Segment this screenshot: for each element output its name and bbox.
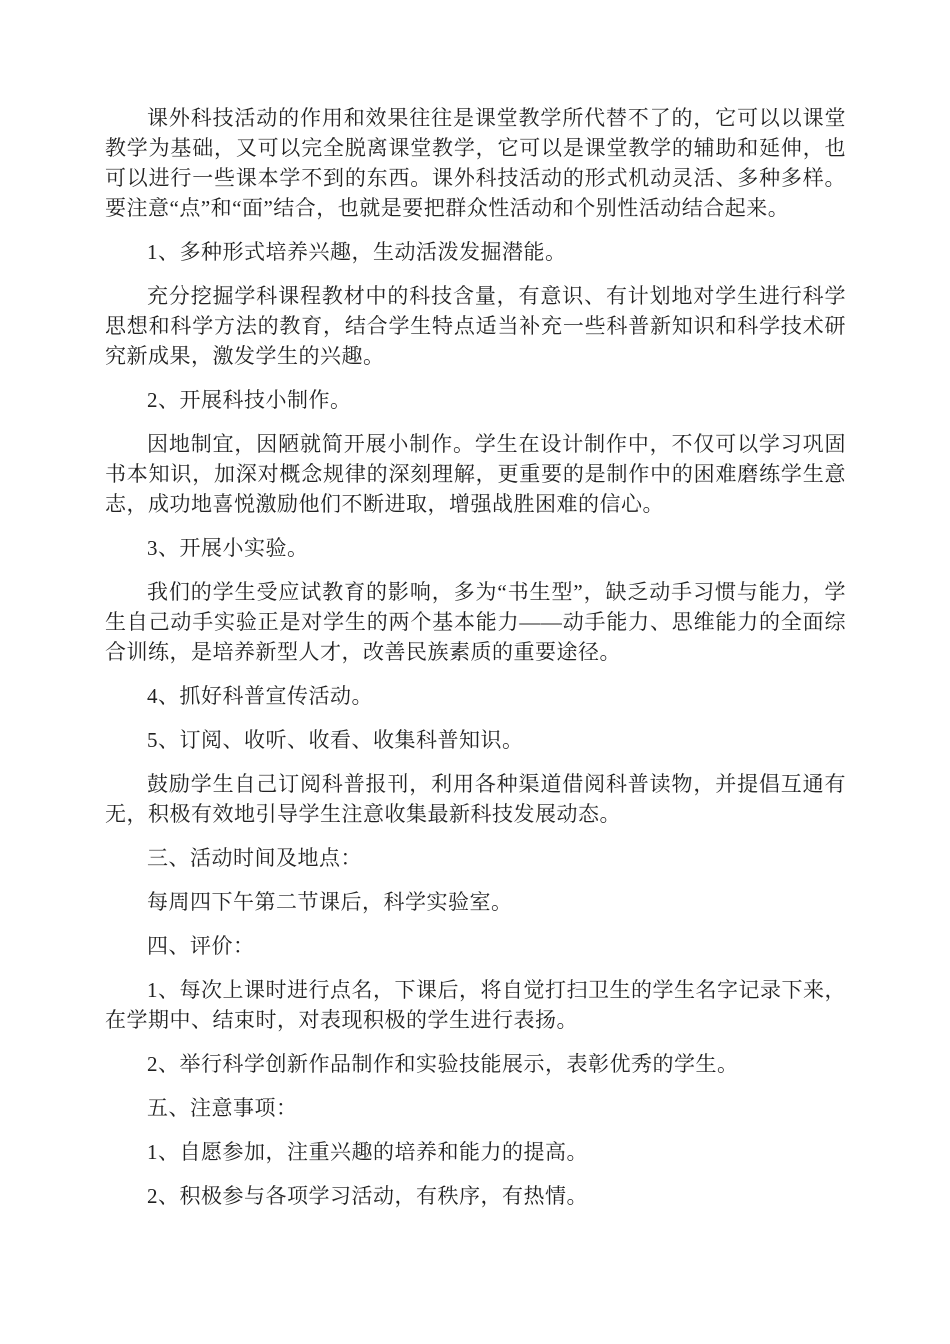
list-item-1-body: 充分挖掘学科课程教材中的科技含量，有意识、有计划地对学生进行科学思想和科学方法的教育，结合学生特点适当补充一些科普新知识和科学技术研究新成果，激发学生的兴趣。 bbox=[105, 284, 846, 368]
list-item-1-heading: 1、多种形式培养兴趣，生动活泼发掘潜能。 bbox=[147, 240, 567, 264]
section-4-item-1: 1、每次上课时进行点名，下课后，将自觉打扫卫生的学生名字记录下来，在学期中、结束时，对表现积极的学生进行表扬。 bbox=[105, 978, 846, 1032]
section-3-heading: 三、活动时间及地点： bbox=[147, 846, 362, 870]
intro-paragraph: 课外科技活动的作用和效果往往是课堂教学所代替不了的，它可以以课堂教学为基础，又可以完全脱离课堂教学，它可以是课堂教学的辅助和延伸，也可以进行一些课本学不到的东西。课外科技活动的形式机动灵活、多种多样。要注意“点”和“面”结合，也就是要把群众性活动和个别性活动结合起来。 bbox=[105, 106, 846, 220]
list-item-2-heading: 2、开展科技小制作。 bbox=[147, 388, 352, 412]
section-5-item-2: 2、积极参与各项学习活动，有秩序，有热情。 bbox=[147, 1184, 588, 1208]
list-item-3-heading: 3、开展小实验。 bbox=[147, 536, 309, 560]
section-5-heading: 五、注意事项： bbox=[147, 1096, 298, 1120]
section-5-item-1: 1、自愿参加，注重兴趣的培养和能力的提高。 bbox=[147, 1140, 588, 1164]
section-4-heading: 四、评价： bbox=[147, 934, 255, 958]
section-4-item-2: 2、举行科学创新作品制作和实验技能展示，表彰优秀的学生。 bbox=[147, 1052, 739, 1076]
section-3-body: 每周四下午第二节课后，科学实验室。 bbox=[147, 890, 513, 914]
list-item-3-body: 我们的学生受应试教育的影响，多为“书生型”，缺乏动手习惯与能力，学生自己动手实验正是对学生的两个基本能力——动手能力、思维能力的全面综合训练，是培养新型人才，改善民族素质的重要途径。 bbox=[105, 580, 846, 664]
list-item-5-body: 鼓励学生自己订阅科普报刊，利用各种渠道借阅科普读物，并提倡互通有无，积极有效地引导学生注意收集最新科技发展动态。 bbox=[105, 772, 846, 826]
list-item-5-heading: 5、订阅、收听、收看、收集科普知识。 bbox=[147, 728, 524, 752]
list-item-4-heading: 4、抓好科普宣传活动。 bbox=[147, 684, 373, 708]
list-item-2-body: 因地制宜，因陋就简开展小制作。学生在设计制作中，不仅可以学习巩固书本知识，加深对概念规律的深刻理解，更重要的是制作中的困难磨练学生意志，成功地喜悦激励他们不断进取，增强战胜困难的信心。 bbox=[105, 432, 846, 516]
